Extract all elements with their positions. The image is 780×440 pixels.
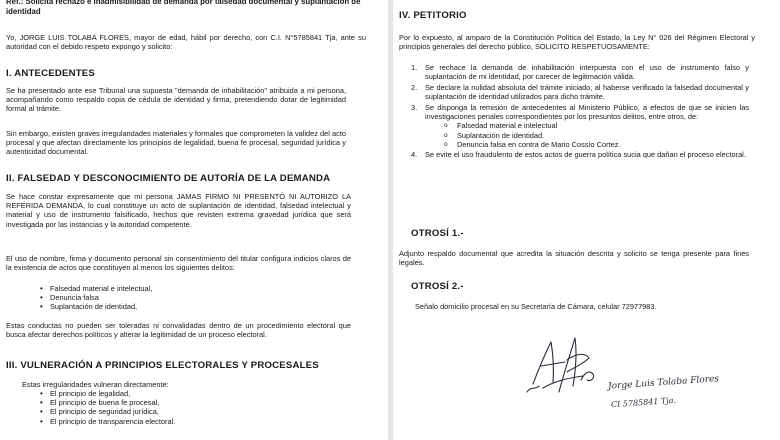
crimes-list — [38, 284, 338, 312]
list-item: • El principio de buena fe procesal, — [38, 398, 338, 407]
petitions-list — [411, 63, 749, 159]
falsedad-paragraph-2: El uso de nombre, firma y documento personal sin consentimiento del titular configura indicios claros de la existencia de actos que constituyen al menos los siguientes delitos: — [6, 254, 351, 273]
antecedentes-paragraph-2: Sin embargo, existen graves irregularidades materiales y formales que comprometen la validez del acto procesal y que afectan directamente los principios de legalidad, buena fe procesal, seguridad jurídica y autenticidad documental. — [6, 129, 346, 157]
otrosi-2-title: OTROSÍ 2.- — [411, 281, 464, 292]
vulneracion-intro: Estas irregularidades vulneran directamente: — [22, 380, 169, 389]
section-antecedentes-title: I. ANTECEDENTES — [6, 68, 95, 79]
list-item: o Falsedad material e intelectual — [443, 121, 743, 130]
otrosi-1-title: OTROSÍ 1.- — [411, 228, 464, 239]
petition-item: 1. Se rechace la demanda de inhabilitación interpuesta con el uso de instrumento falso y suplantación de mi identidad, por carecer de legitimación válida. — [411, 63, 749, 82]
list-item: o Suplantación de identidad. — [443, 131, 743, 140]
list-item: • Falsedad material e intelectual, — [38, 284, 338, 293]
list-item: • El principio de legalidad, — [38, 389, 338, 398]
section-petitorio-title: IV. PETITORIO — [399, 10, 467, 21]
right-page — [393, 0, 780, 440]
principles-list — [38, 389, 338, 426]
signature-name: Jorge Luis Tolaba Flores — [607, 374, 720, 392]
left-page — [0, 0, 388, 440]
petition-item: 2. Se declare la nulidad absoluta del trámite iniciado, al haberse verificado la falsedad documental y suplantación de identidad utilizados para dicho trámite. — [411, 82, 749, 102]
signature-scribble — [523, 332, 643, 402]
list-item: o Denuncia falsa en contra de Mario Cossío Cortez. — [443, 140, 743, 149]
signature-ci: CI 5785841 Tja. — [610, 395, 677, 410]
list-item: • El principio de transparencia electoral. — [38, 417, 338, 426]
section-vulneracion-title: III. VULNERACIÓN A PRINCIPIOS ELECTORALES Y PROCESALES — [6, 360, 319, 371]
crimes-sublist — [443, 121, 743, 149]
list-item: • El principio de seguridad jurídica, — [38, 407, 338, 416]
falsedad-paragraph-3: Estas conductas no pueden ser toleradas ni convalidadas dentro de un procedimiento electoral que busca afectar derechos políticos y alterar la legitimidad de un proceso electoral. — [6, 321, 351, 340]
list-item: • Suplantación de identidad, — [38, 302, 338, 311]
petition-item: 3. Se disponga la remisión de antecedentes al Ministerio Público, a efectos de que se inicien las investigaciones penales correspondientes por los presuntos delitos, entre otros, de: o Falsedad material e intelectual o Suplantación de identidad. o Denuncia falsa en contra de Mario Cossío Cortez. — [411, 103, 749, 149]
otrosi-2-text: Señalo domicilio procesal en su Secretaría de Cámara, celular 72977983. — [415, 302, 657, 311]
list-item: • Denuncia falsa — [38, 293, 338, 302]
petitorio-intro: Por lo expuesto, al amparo de la Constitución Política del Estado, la Ley N° 026 del Régimen Electoral y principios generales del derecho público, SOLICITO RESPETUOSAMENTE: — [399, 33, 755, 52]
otrosi-1-text: Adjunto respaldo documental que acredita la situación descrita y solicito se tenga presente para fines legales. — [399, 249, 749, 268]
antecedentes-paragraph-1: Se ha presentado ante ese Tribunal una supuesta "demanda de inhabilitación" atribuida a mi persona, acompañando como respaldo copia de cédula de identidad y firma, pretendiendo dotar de legitimidad formal al trámite. — [6, 86, 346, 114]
section-falsedad-title: II. FALSEDAD Y DESCONOCIMIENTO DE AUTORÍA DE LA DEMANDA — [6, 173, 331, 184]
petition-item: 4. Se evite el uso fraudulento de estos actos de guerra política sucia que dañan el proceso electoral. — [411, 150, 746, 160]
intro-paragraph: Yo, JORGE LUIS TOLABA FLORES, mayor de edad, hábil por derecho, con C.I. N°5785841 Tja, ante su autoridad con el debido respeto expongo y solicito: — [6, 33, 366, 52]
reference-line: Ref.: Solicita rechazo e inadmisibilidad de demanda por falsedad documental y suplantación de identidad — [6, 0, 361, 16]
falsedad-paragraph-1: Se hace constar expresamente que mi persona JAMAS FIRMO NI PRESENTÓ NI AUTORIZO LA REFERIDA DEMANDA, lo cual constituye un acto de suplantación de identidad, falsedad intelectual y material y uso de instrumento falsificado, hechos que revisten extrema gravedad jurídica que será investigada por las instancias y la autoridad competente. — [6, 192, 351, 229]
